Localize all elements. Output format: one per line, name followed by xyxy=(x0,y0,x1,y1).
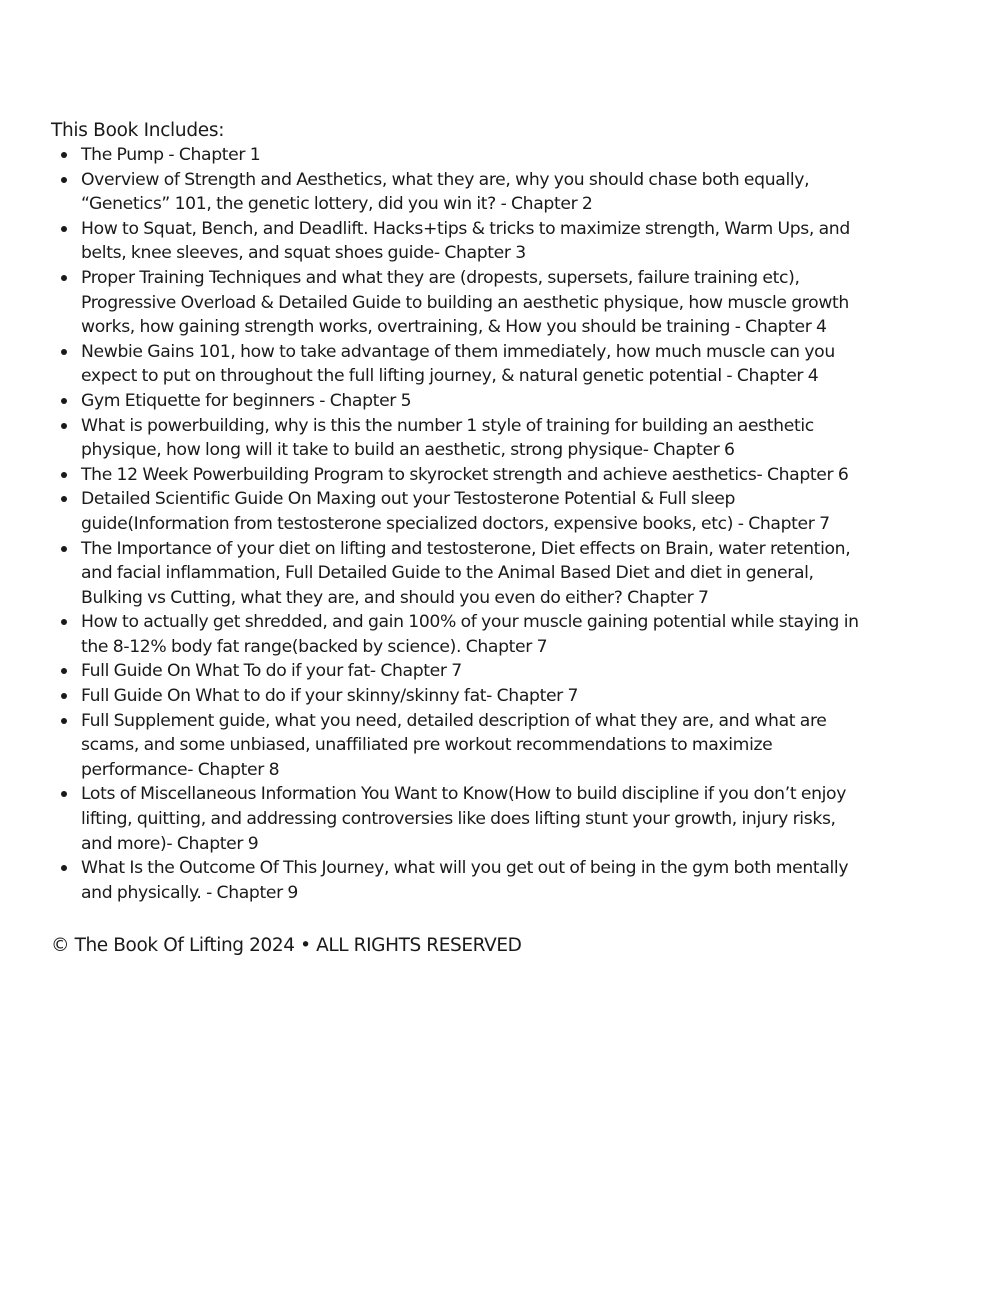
contents-list-item-line: scams, and some unbiased, unaffiliated pre workout recommendations to maximize xyxy=(81,735,773,756)
contents-list-item-line: Overview of Strength and Aesthetics, what they are, why you should chase both equally, xyxy=(81,169,810,190)
contents-list-item-line: What Is the Outcome Of This Journey, what will you get out of being in the gym both mentally xyxy=(81,858,849,879)
contents-list-item-line: The Importance of your diet on lifting and testosterone, Diet effects on Brain, water retention, xyxy=(81,538,851,559)
contents-list-item xyxy=(81,537,941,611)
contents-list-item-line: What is powerbuilding, why is this the number 1 style of training for building an aesthetic xyxy=(81,415,814,436)
contents-list-item-line: and facial inflammation, Full Detailed Guide to the Animal Based Diet and diet in general, xyxy=(81,563,814,584)
contents-list-item xyxy=(81,782,941,856)
contents-list-item xyxy=(81,856,941,905)
contents-list-item xyxy=(81,684,941,709)
contents-list-item xyxy=(81,709,941,783)
contents-list-item-line: lifting, quitting, and addressing controversies like does lifting stunt your growth, injury risks, xyxy=(81,809,836,830)
contents-list-item-line: Lots of Miscellaneous Information You Want to Know(How to build discipline if you don’t enjoy xyxy=(81,784,847,805)
contents-list-item-line: The Pump - Chapter 1 xyxy=(81,145,261,165)
contents-list-item xyxy=(81,266,941,340)
contents-list-item-line: The 12 Week Powerbuilding Program to skyrocket strength and achieve aesthetics- Chapter 6 xyxy=(81,464,849,485)
copyright-footer: © The Book Of Lifting 2024 • ALL RIGHTS RESERVED xyxy=(51,935,522,956)
contents-list-item xyxy=(81,610,941,659)
contents-list-item-line: physique, how long will it take to build an aesthetic, strong physique- Chapter 6 xyxy=(81,440,735,461)
contents-list-item-line: guide(Information from testosterone specialized doctors, expensive books, etc) - Chapter 7 xyxy=(81,513,830,534)
contents-list-item xyxy=(81,168,941,217)
contents-list-item xyxy=(81,217,941,266)
contents-list-item-line: and physically. - Chapter 9 xyxy=(81,882,299,903)
contents-list-item-line: expect to put on throughout the full lifting journey, & natural genetic potential - Chapter 4 xyxy=(81,366,819,387)
contents-list-item-line: works, how gaining strength works, overtraining, & How you should be training - Chapter 4 xyxy=(81,317,827,338)
contents-list-item xyxy=(81,389,941,414)
contents-list-item-line: Proper Training Techniques and what they are (dropests, supersets, failure training etc), xyxy=(81,267,800,288)
contents-list-item-line: How to actually get shredded, and gain 100% of your muscle gaining potential while staying in xyxy=(81,612,859,633)
contents-list-item-line: Detailed Scientific Guide On Maxing out your Testosterone Potential & Full sleep xyxy=(81,489,736,510)
contents-list xyxy=(81,143,941,905)
contents-list-item xyxy=(81,487,941,536)
contents-list-item xyxy=(81,414,941,463)
contents-heading: This Book Includes: xyxy=(51,120,225,141)
contents-list-item xyxy=(81,463,941,488)
contents-list-item-line: How to Squat, Bench, and Deadlift. Hacks+tips & tricks to maximize strength, Warm Ups, and xyxy=(81,218,850,239)
contents-list-item-line: Full Guide On What To do if your fat- Chapter 7 xyxy=(81,661,462,682)
contents-list-item-line: Progressive Overload & Detailed Guide to building an aesthetic physique, how muscle growth xyxy=(81,292,849,313)
contents-list-item-line: and more)- Chapter 9 xyxy=(81,833,259,854)
contents-list-item-line: Full Supplement guide, what you need, detailed description of what they are, and what are xyxy=(81,710,827,731)
contents-list-item-line: belts, knee sleeves, and squat shoes guide- Chapter 3 xyxy=(81,243,526,264)
contents-list-item-line: “Genetics” 101, the genetic lottery, did you win it? - Chapter 2 xyxy=(81,194,593,215)
contents-list-item xyxy=(81,659,941,684)
contents-list-item-line: Bulking vs Cutting, what they are, and should you even do either? Chapter 7 xyxy=(81,587,709,608)
contents-list-item xyxy=(81,143,941,168)
contents-list-item-line: Newbie Gains 101, how to take advantage of them immediately, how much muscle can you xyxy=(81,341,835,362)
contents-list-item-line: the 8-12% body fat range(backed by science). Chapter 7 xyxy=(81,636,548,657)
contents-list-item xyxy=(81,340,941,389)
contents-list-item-line: performance- Chapter 8 xyxy=(81,759,280,780)
contents-list-item-line: Gym Etiquette for beginners - Chapter 5 xyxy=(81,390,412,411)
contents-list-item-line: Full Guide On What to do if your skinny/skinny fat- Chapter 7 xyxy=(81,686,579,707)
